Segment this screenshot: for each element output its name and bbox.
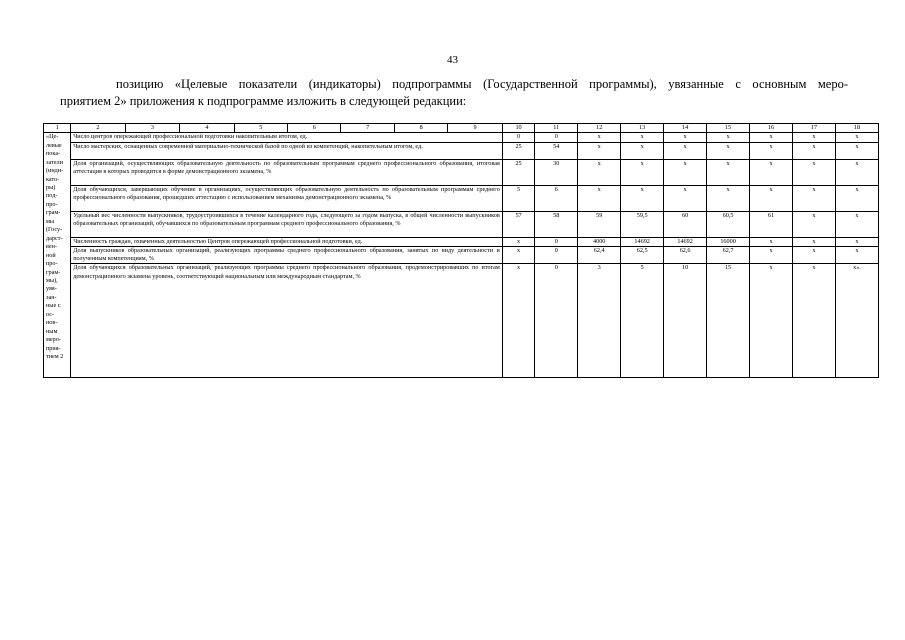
header-cell: 17 — [792, 124, 835, 133]
indicator-value: х — [750, 246, 793, 264]
header-row — [44, 124, 879, 133]
indicator-value: х — [792, 142, 835, 159]
indicator-value: 15 — [707, 264, 750, 378]
header-cell: 9 — [448, 124, 502, 133]
indicator-value: х — [750, 159, 793, 185]
indicator-value: х — [707, 185, 750, 211]
indicator-name: Доля обучающихся, завершающих обучение в организациях, осуществляющих образовательную деятельность по образовательным программам среднего профессионального образования, прошедших аттестацию с использованием механизма демонстрационного экзамена, % — [71, 185, 503, 211]
indicator-value: х — [750, 264, 793, 378]
indicator-value: 59,5 — [621, 211, 664, 237]
header-cell: 13 — [621, 124, 664, 133]
indicator-value: х — [835, 246, 878, 264]
table-row — [44, 264, 879, 378]
indicator-value: 3 — [578, 264, 621, 378]
indicator-value: х — [621, 142, 664, 159]
indicator-value: х». — [835, 264, 878, 378]
header-cell: 3 — [125, 124, 179, 133]
indicator-value: х — [792, 246, 835, 264]
indicators-table — [43, 123, 879, 378]
indicator-value: х — [621, 185, 664, 211]
header-cell: 14 — [664, 124, 707, 133]
table-body — [44, 133, 879, 378]
indicator-value: х — [750, 185, 793, 211]
indicator-value: 0 — [502, 133, 534, 142]
table-row — [44, 246, 879, 264]
header-cell: 1 — [44, 124, 71, 133]
header-cell: 8 — [394, 124, 447, 133]
indicator-name: Число мастерских, оснащенных современной материально-технической базой по одной из компетенций, накопительным итогом, ед. — [71, 142, 503, 159]
indicator-value: х — [835, 159, 878, 185]
indicator-value: х — [835, 142, 878, 159]
indicator-value: х — [707, 159, 750, 185]
indicator-value: х — [578, 133, 621, 142]
header-cell: 15 — [707, 124, 750, 133]
table-row — [44, 185, 879, 211]
indicator-value: 60,5 — [707, 211, 750, 237]
indicator-value: 25 — [502, 142, 534, 159]
indicator-value: 58 — [535, 211, 578, 237]
indicator-value: х — [502, 246, 534, 264]
table-row — [44, 237, 879, 246]
indicator-value: х — [750, 142, 793, 159]
indicator-value: 0 — [535, 246, 578, 264]
indicator-value: х — [621, 159, 664, 185]
indicator-value: 30 — [535, 159, 578, 185]
header-cell: 4 — [180, 124, 234, 133]
indicator-value: 5 — [502, 185, 534, 211]
table-row — [44, 133, 879, 142]
indicator-value: х — [664, 142, 707, 159]
indicator-value: 61 — [750, 211, 793, 237]
indicator-value: 57 — [502, 211, 534, 237]
header-cell: 5 — [234, 124, 287, 133]
indicator-value: 14692 — [621, 237, 664, 246]
header-cell: 18 — [835, 124, 878, 133]
indicator-value: х — [792, 237, 835, 246]
indicator-value: 59 — [578, 211, 621, 237]
indicator-value: 25 — [502, 159, 534, 185]
indicator-value: х — [835, 185, 878, 211]
indicator-name: Доля организаций, осуществляющих образовательную деятельность по образовательным программам среднего профессионального образования, итоговая аттестация в которых проводится в форме демонстрационного экзамена, % — [71, 159, 503, 185]
indicator-value: х — [792, 211, 835, 237]
indicator-value: х — [792, 185, 835, 211]
indicator-value: х — [578, 159, 621, 185]
indicator-value: х — [502, 264, 534, 378]
indicator-value: 10 — [664, 264, 707, 378]
indicator-value: х — [835, 211, 878, 237]
indicator-value: 0 — [535, 237, 578, 246]
header-cell: 2 — [71, 124, 125, 133]
indicator-value: х — [707, 133, 750, 142]
indicator-value: х — [835, 133, 878, 142]
indicator-value: 62,6 — [664, 246, 707, 264]
indicator-value: 54 — [535, 142, 578, 159]
intro-line-1: позицию «Целевые показатели (индикаторы) подпрограммы (Государственной программы), увязанные с основным меро- — [116, 77, 848, 91]
indicator-value: 62,4 — [578, 246, 621, 264]
intro-text — [60, 76, 848, 110]
indicator-value: х — [664, 159, 707, 185]
indicator-value: х — [835, 237, 878, 246]
indicator-value: х — [792, 133, 835, 142]
row-group-label: «Це- левые пока- затели (инди- като- ры) под- про- грам- мы (Госу- дарст- вен- ной про- грам- мы), увя- зан- ные с ос- нов- ным меро- прия- тием 2 — [44, 133, 71, 378]
indicator-value: х — [502, 237, 534, 246]
table-row — [44, 159, 879, 185]
indicator-value: х — [664, 133, 707, 142]
header-cell: 10 — [502, 124, 534, 133]
indicator-value: х — [750, 133, 793, 142]
indicator-name: Численность граждан, охваченных деятельностью Центров опережающей профессиональной подготовки, ед. — [71, 237, 503, 246]
header-cell: 7 — [341, 124, 394, 133]
indicator-value: 14692 — [664, 237, 707, 246]
indicator-name: Доля обучающихся образовательных организаций, реализующих программы среднего профессионального образования, продемонстрировавших по итогам демонстрационного экзамена уровень, соответствующий национальным или международным стандартам, % — [71, 264, 503, 378]
indicator-value: 0 — [535, 133, 578, 142]
indicator-value: 16000 — [707, 237, 750, 246]
indicator-value: х — [621, 133, 664, 142]
table-row — [44, 142, 879, 159]
indicator-name: Удельный вес численности выпускников, трудоустроившихся в течение календарного года, следующего за годом выпуска, в общей численности выпускников образовательных организаций, обучавшихся по образовательным программам среднего профессионального образования, % — [71, 211, 503, 237]
indicator-name: Число центров опережающей профессиональной подготовки накопительным итогом, ед. — [71, 133, 503, 142]
indicator-value: х — [792, 264, 835, 378]
indicator-value: х — [578, 142, 621, 159]
indicator-value: 5 — [621, 264, 664, 378]
indicator-name: Доля выпускников образовательных организаций, реализующих программы среднего профессионального образования, занятых по виду деятельности и полученным компетенциям, % — [71, 246, 503, 264]
indicator-value: 0 — [535, 264, 578, 378]
indicator-value: х — [792, 159, 835, 185]
indicator-value: 4000 — [578, 237, 621, 246]
indicator-value: 6 — [535, 185, 578, 211]
indicator-value: 62,7 — [707, 246, 750, 264]
indicator-value: 60 — [664, 211, 707, 237]
page-number: 43 — [447, 54, 458, 66]
header-cell: 12 — [578, 124, 621, 133]
header-cell: 16 — [750, 124, 793, 133]
table-row — [44, 211, 879, 237]
header-cell: 6 — [288, 124, 341, 133]
indicator-value: х — [664, 185, 707, 211]
header-cell: 11 — [535, 124, 578, 133]
indicator-value: х — [578, 185, 621, 211]
indicator-value: х — [750, 237, 793, 246]
intro-line-2: приятием 2» приложения к подпрограмме изложить в следующей редакции: — [60, 94, 467, 108]
indicator-value: х — [707, 142, 750, 159]
indicator-value: 62,5 — [621, 246, 664, 264]
